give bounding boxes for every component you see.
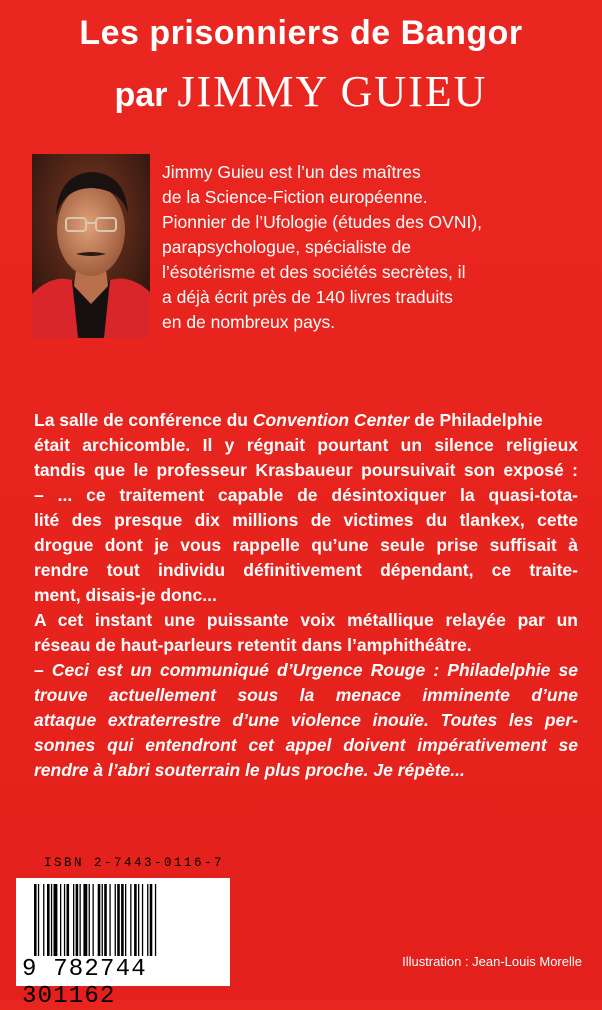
blurb-line-italic: attaque extraterrestre d’une violence inouïe. Toutes les per- (34, 710, 578, 730)
barcode-bar (76, 884, 79, 956)
convention-center-italic: Convention Center (252, 410, 410, 430)
blurb-line: tandis que le professeur Krasbaueur poursuivait son exposé : (34, 460, 578, 480)
author-name: JIMMY GUIEU (177, 67, 488, 116)
barcode-digits: 9 782744 301162 (22, 956, 147, 1010)
barcode-bar (121, 884, 124, 956)
bio-line: Pionnier de l’Ufologie (études des OVNI), (162, 212, 483, 232)
barcode-bar (83, 884, 87, 956)
barcode-bar (98, 884, 101, 956)
blurb-line: lité des presque dix millions de victimes du tlankex, cette (34, 510, 578, 530)
book-blurb (34, 408, 578, 783)
barcode-bar (117, 884, 120, 956)
blurb-line: La salle de conférence du Convention Center de Philadelphie (34, 410, 543, 430)
barcode-bar (34, 884, 37, 956)
blurb-line-italic: – Ceci est un communiqué d’Urgence Rouge : Philadelphie se (34, 660, 578, 680)
blurb-line-italic: rendre à l’abri souterrain le plus proche. Je répète... (34, 760, 465, 780)
barcode-bar (80, 884, 81, 956)
blurb-line: drogue dont je vous rappelle qu’une seule prise suffisait à (34, 535, 578, 555)
bio-line: de la Science-Fiction européenne. (162, 187, 428, 207)
barcode-bar (115, 884, 116, 956)
barcode-bar (64, 884, 65, 956)
barcode-bar (67, 884, 70, 956)
barcode-bar (134, 884, 137, 956)
barcode-bar (109, 884, 110, 956)
barcode-bar (155, 884, 156, 956)
author-byline (0, 66, 602, 117)
bio-line: l’ésotérisme et des sociétés secrètes, il (162, 262, 466, 282)
barcode-bar (51, 884, 52, 956)
blurb-line: réseau de haut-parleurs retentit dans l’amphithéâtre. (34, 635, 472, 655)
book-title: Les prisonniers de Bangor (79, 14, 523, 52)
barcode-bar (38, 884, 39, 956)
illustration-credit: Illustration : Jean-Louis Morelle (402, 954, 582, 969)
barcode (16, 878, 230, 1010)
blurb-line: ment, disais-je donc... (34, 585, 217, 605)
barcode-bar (60, 884, 61, 956)
blurb-line: A cet instant une puissante voix métallique relayée par un (34, 610, 578, 630)
blurb-line: rendre tout individu définitivement dépendant, ce traite- (34, 560, 578, 580)
barcode-bar (104, 884, 107, 956)
blurb-line-italic: sonnes qui entendront cet appel doivent impérativement se (34, 735, 578, 755)
author-bio (162, 160, 582, 335)
barcode-bar (43, 884, 44, 956)
barcode-bars (32, 884, 222, 956)
barcode-bar (54, 884, 58, 956)
blurb-line: – ... ce traitement capable de désintoxiquer la quasi-tota- (34, 485, 578, 505)
bio-line: Jimmy Guieu est l’un des maîtres (162, 162, 421, 182)
barcode-bar (89, 884, 90, 956)
byline-par: par (114, 76, 168, 114)
barcode-bar (73, 884, 74, 956)
barcode-bar (93, 884, 94, 956)
author-photo (32, 154, 150, 338)
blurb-line-italic: trouve actuellement sous la menace imminente d’une (34, 685, 578, 705)
isbn-text: ISBN 2-7443-0116-7 (44, 856, 225, 870)
barcode-bar (125, 884, 126, 956)
barcode-bar (47, 884, 50, 956)
bio-line: en de nombreux pays. (162, 312, 336, 332)
blurb-line: était archicomble. Il y régnait pourtant un silence religieux (34, 435, 578, 455)
barcode-bar (147, 884, 148, 956)
barcode-bar (130, 884, 131, 956)
barcode-bar (150, 884, 153, 956)
barcode-bar (138, 884, 139, 956)
bio-line: parapsychologue, spécialiste de (162, 237, 412, 257)
bio-line: a déjà écrit près de 140 livres traduits (162, 287, 453, 307)
barcode-bar (142, 884, 143, 956)
barcode-bar (102, 884, 103, 956)
